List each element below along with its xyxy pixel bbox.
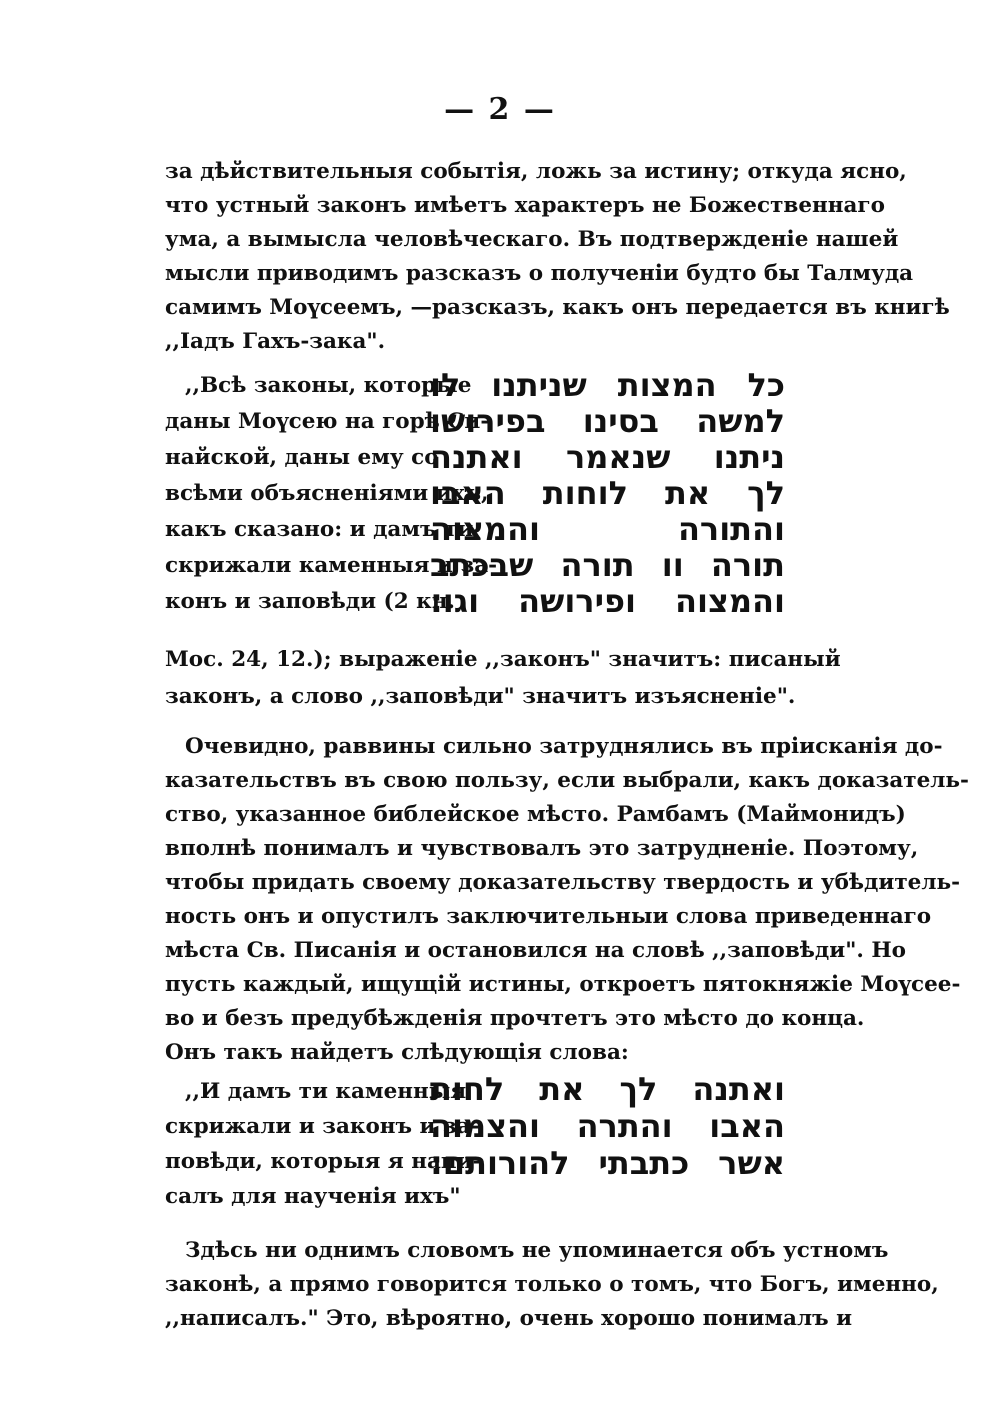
text-line: ,,написалъ." Это, вѣроятно, очень хорошо понималъ и: [165, 1306, 853, 1331]
text-line: мысли приводимъ разсказъ о полученіи будто бы Талмуда: [165, 261, 914, 286]
hebrew-line: ניתנו שנאמר ואתנה: [430, 438, 785, 476]
text-line: Онъ такъ найдетъ слѣдующія слова:: [165, 1040, 629, 1065]
hebrew-line: האבו והתרה והצמוה: [430, 1107, 785, 1145]
quote-left-line: найской, даны ему со: [165, 445, 439, 470]
quote-left-line: конъ и заповѣди (2 кн.: [165, 589, 455, 614]
text-line: мѣста Св. Писанія и остановился на словѣ ,,заповѣди". Но: [165, 938, 907, 963]
text-line: Очевидно, раввины сильно затруднялись въ пріисканія до-: [185, 734, 943, 759]
quote-left-line: скрижали и законъ и за-: [165, 1114, 480, 1139]
text-line: во и безъ предубѣжденія прочтетъ это мѣсто до конца.: [165, 1006, 865, 1031]
text-line: чтобы придать своему доказательству твердость и убѣдитель-: [165, 870, 960, 895]
hebrew-line: למשה בסינו בפירושו: [430, 402, 785, 440]
quote-left-line: всѣми объясненіями ихъ,: [165, 481, 489, 506]
text-line: ,,Іадъ Гахъ-зака".: [165, 329, 386, 354]
quote-left-line: повѣди, которыя я напи-: [165, 1149, 482, 1174]
text-line: казательствъ въ свою пользу, если выбрали, какъ доказатель-: [165, 768, 969, 793]
text-line: ума, а вымысла человѣческаго. Въ подтвержденіе нашей: [165, 227, 899, 252]
text-line: ность онъ и опустилъ заключительныи слова приведеннаго: [165, 904, 932, 929]
hebrew-line: תורה וו תורה שבכתב: [430, 546, 785, 584]
text-line: что устный законъ имѣетъ характеръ не Божественнаго: [165, 193, 885, 218]
quote-left-line: ,,И дамъ ти каменныя: [185, 1079, 467, 1104]
text-line: законъ, а слово ,,заповѣди" значитъ изъясненіе".: [165, 684, 796, 709]
text-line: Мос. 24, 12.); выраженіе ,,законъ" значитъ: писаный: [165, 647, 841, 672]
text-line: за дѣйствительныя событія, ложь за истину; откуда ясно,: [165, 159, 907, 184]
text-line: законѣ, а прямо говорится только о томъ, что Богъ, именно,: [165, 1272, 939, 1297]
hebrew-line: והתורה והמצוה: [430, 510, 785, 548]
text-line: самимъ Моүсеемъ, —разсказъ, какъ онъ передается въ книгѣ: [165, 295, 950, 320]
hebrew-line: ואתנה לך את לחות: [430, 1070, 785, 1108]
quote-left-line: ,,Всѣ законы, которые: [185, 373, 472, 398]
hebrew-line: אשר כתבתי להורותם:: [430, 1144, 785, 1182]
text-line: пусть каждый, ищущій истины, откроетъ пятокняжіе Моүсее-: [165, 972, 961, 997]
page-number: — 2 —: [444, 92, 556, 127]
text-line: ство, указанное библейское мѣсто. Рамбамъ (Маймонидъ): [165, 802, 906, 827]
quote-left-line: какъ сказано: и дамъ ти: [165, 517, 474, 542]
text-line: вполнѣ понималъ и чувствовалъ это затрудненіе. Поэтому,: [165, 836, 919, 861]
hebrew-line: והמצוה ופירושה וגו:: [430, 582, 785, 620]
hebrew-line: לך את לוחות האבו: [430, 474, 785, 512]
text-line: Здѣсь ни однимъ словомъ не упоминается объ устномъ: [185, 1238, 889, 1263]
hebrew-line: כל המצות שניתנו לו: [430, 366, 785, 404]
quote-left-line: салъ для наученія ихъ": [165, 1184, 461, 1209]
quote-left-line: скрижали каменныя и за-: [165, 553, 498, 578]
quote-left-line: даны Моүсею на горѣ Си-: [165, 409, 490, 434]
